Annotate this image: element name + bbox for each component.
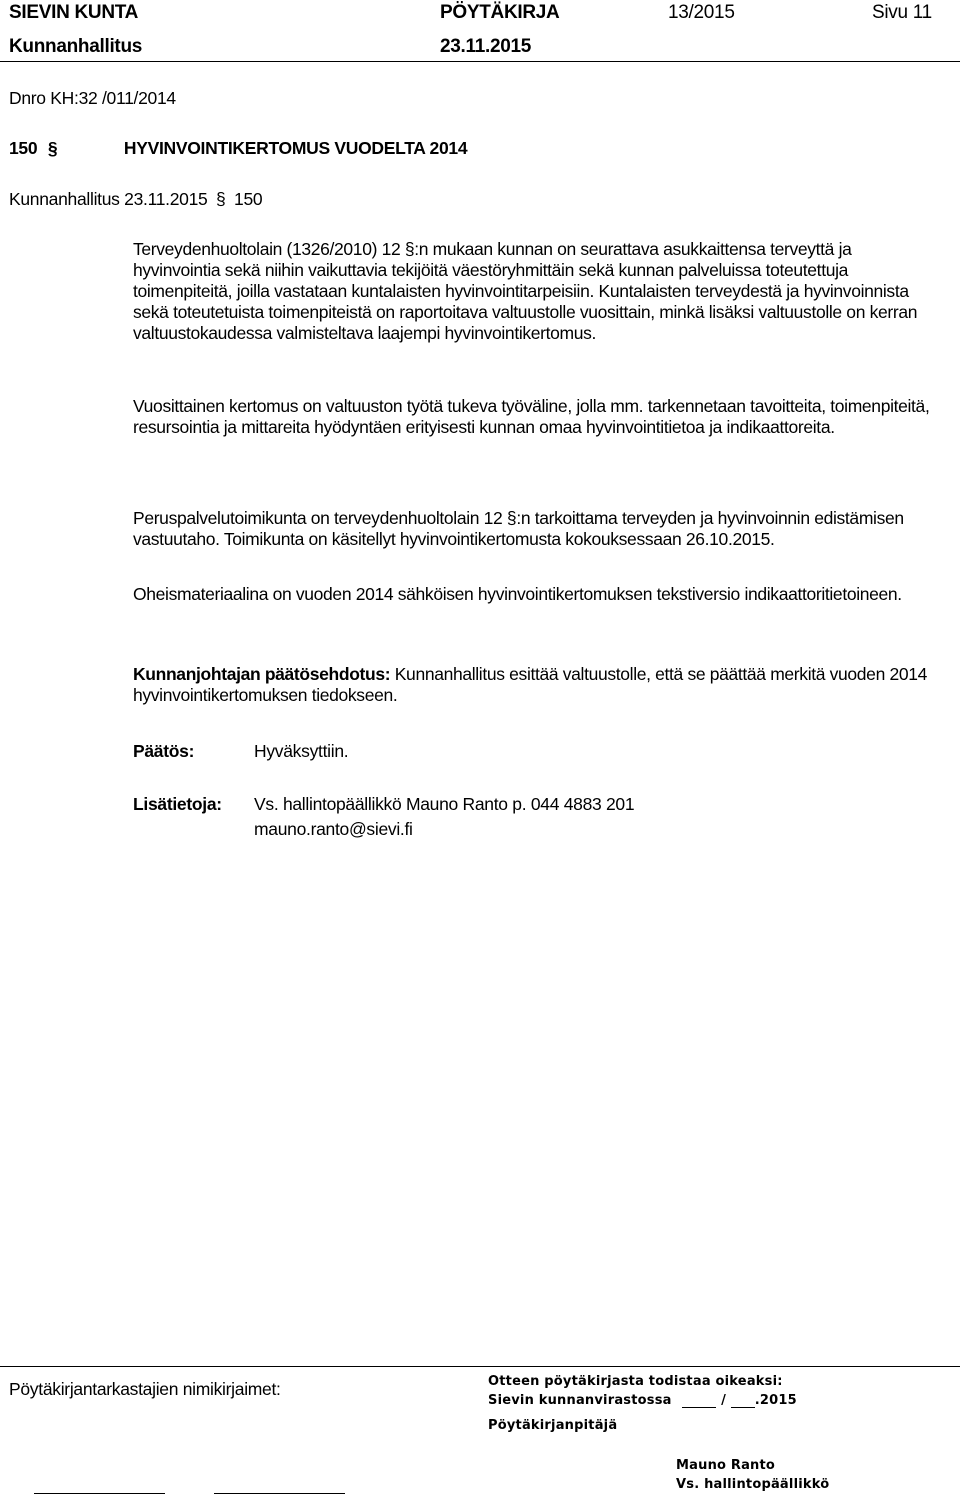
org-name: SIEVIN KUNTA: [9, 2, 139, 23]
secretary-role: Pöytäkirjanpitäjä: [488, 1418, 618, 1433]
footer-rule: [0, 1366, 960, 1367]
reference-number: Dnro KH:32 /011/2014: [9, 88, 176, 108]
doc-number: 13/2015: [668, 2, 735, 23]
certify-year: .2015: [754, 1393, 797, 1408]
secretary-title: Vs. hallintopäällikkö: [676, 1477, 830, 1492]
paragraph-4: Oheismateriaalina on vuoden 2014 sähköisen hyvinvointikertomuksen tekstiversio indikaattoritietoineen.: [133, 584, 902, 604]
month-blank: [731, 1407, 755, 1408]
header-rule: [0, 61, 960, 62]
info-email: mauno.ranto@sievi.fi: [254, 819, 413, 839]
meeting-reference-text: Kunnanhallitus 23.11.2015: [9, 189, 208, 209]
proposal-paragraph: [133, 664, 943, 706]
header-date: 23.11.2015: [440, 36, 532, 57]
page-number: Sivu 11: [872, 2, 932, 23]
proposal-label: Kunnanjohtajan päätösehdotus:: [133, 664, 391, 684]
decision-label: Päätös:: [133, 741, 195, 761]
initials-line-1: [34, 1493, 165, 1494]
section-heading: [9, 138, 467, 159]
certify-place: Sievin kunnanvirastossa: [488, 1393, 672, 1408]
certify-text: Otteen pöytäkirjasta todistaa oikeaksi:: [488, 1374, 783, 1389]
paragraph-1: Terveydenhuoltolain (1326/2010) 12 §:n mukaan kunnan on seurattava asukkaittensa terveyttä ja hyvinvointia sekä niihin vaikuttavia tekijöitä väestöryhmittäin sekä kunnan palveluissa toteutettuja toimenpiteitä, joilla vastataan kuntalaisten hyvinvointitarpeisiin. Kuntalaisten terveydestä ja hyvinvoinnista sekä toteutetuista toimenpiteistä on raportoitava valtuustolle vuosittain, minkä lisäksi valtuustolle on kerran valtuustokaudessa valmisteltava laajempi hyvinvointikertomus.: [133, 239, 918, 343]
certify-place-line: [488, 1393, 797, 1408]
proposal-text: Kunnanhallitus esittää valtuustolle, että se päättää merkitä vuoden 2014 hyvinvointikertomuksen tiedokseen.: [133, 664, 927, 705]
paragraph-3: Peruspalvelutoimikunta on terveydenhuoltolain 12 §:n tarkoittama terveyden ja hyvinvoinnin edistämisen vastuutaho. Toimikunta on käsitellyt hyvinvointikertomusta kokouksessaan 26.10.2015.: [133, 508, 904, 549]
section-number: 150: [9, 138, 38, 158]
certify-slash: /: [721, 1393, 727, 1408]
info-label: Lisätietoja:: [133, 794, 222, 814]
section-symbol: §: [47, 138, 58, 158]
meeting-reference-number: 150: [234, 189, 263, 209]
meeting-reference: [9, 189, 262, 210]
secretary-name: Mauno Ranto: [676, 1458, 776, 1473]
paragraph-2: Vuosittainen kertomus on valtuuston työtä tukeva työväline, jolla mm. tarkennetaan tavoitteita, toimenpiteitä, resursointia ja mittareita hyödyntäen erityisesti kunnan omaa hyvinvointitietoa ja indikaattoreita.: [133, 396, 930, 437]
meeting-reference-symbol: §: [216, 189, 226, 209]
section-title: HYVINVOINTIKERTOMUS VUODELTA 2014: [123, 138, 468, 158]
day-blank: [682, 1407, 716, 1408]
initials-line-2: [214, 1493, 345, 1494]
header-body: Kunnanhallitus: [9, 36, 143, 57]
decision-text: Hyväksyttiin.: [254, 741, 349, 761]
info-contact: Vs. hallintopäällikkö Mauno Ranto p. 044 4883 201: [254, 794, 635, 814]
inspectors-label: Pöytäkirjantarkastajien nimikirjaimet:: [9, 1379, 281, 1399]
doc-type: PÖYTÄKIRJA: [440, 2, 560, 23]
